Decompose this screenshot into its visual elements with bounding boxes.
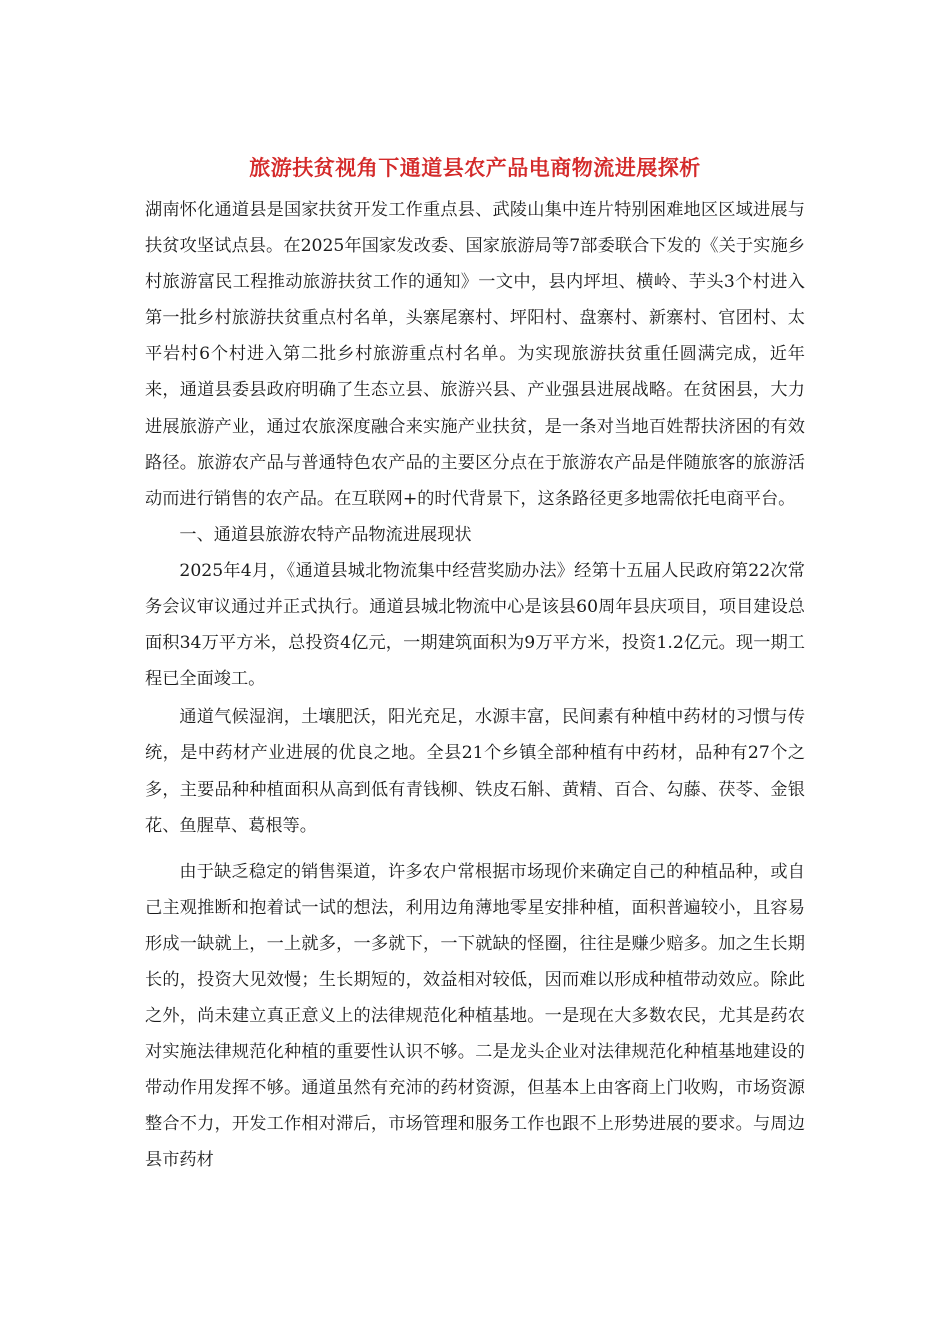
section-heading: 一、通道县旅游农特产品物流进展现状 — [179, 524, 472, 545]
document-title: 旅游扶贫视角下通道县农产品电商物流进展探析 — [249, 155, 701, 180]
paragraph-sales-channels: 由于缺乏稳定的销售渠道，许多农户常根据市场现价来确定自己的种植品种，或自己主观推断和抱着试一试的想法，利用边角薄地零星安排种植，面积普遍较小，且容易形成一缺就上，一上就多，一多就下，一下就缺的怪圈，往往是赚少赔多。加之生长期长的，投资大见效慢；生长期短的，效益相对较低，因而难以形成种植带动效应。除此之外，尚未建立真正意义上的法律规范化种植基地。一是现在大多数农民，尤其是药农对实施法律规范化种植的重要性认识不够。二是龙头企业对法律规范化种植基地建设的带动作用发挥不够。通道虽然有充沛的药材资源，但基本上由客商上门收购，市场资源整合不力，开发工作相对滞后，市场管理和服务工作也跟不上形势进展的要求。与周边县市药材 — [145, 861, 805, 1171]
paragraph-logistics-center: 2025年4月，《通道县城北物流集中经营奖励办法》经第十五届人民政府第22次常务会议审议通过并正式执行。通道县城北物流中心是该县60周年县庆项目，项目建设总面积34万平方米，总投资4亿元，一期建筑面积为9万平方米，投资1.2亿元。现一期工程已全面竣工。 — [145, 560, 805, 690]
paragraph-intro: 湖南怀化通道县是国家扶贫开发工作重点县、武陵山集中连片特别困难地区区域进展与扶贫攻坚试点县。在2025年国家发改委、国家旅游局等7部委联合下发的《关于实施乡村旅游富民工程推动旅游扶贫工作的通知》一文中，县内坪坦、横岭、芋头3个村进入第一批乡村旅游扶贫重点村名单，头寨尾寨村、坪阳村、盘寨村、新寨村、官团村、太平岩村6个村进入第二批乡村旅游重点村名单。为实现旅游扶贫重任圆满完成，近年来，通道县委县政府明确了生态立县、旅游兴县、产业强县进展战略。在贫困县，大力进展旅游产业，通过农旅深度融合来实施产业扶贫，是一条对当地百姓帮扶济困的有效路径。旅游农产品与普通特色农产品的主要区分点在于旅游农产品是伴随旅客的旅游活动而进行销售的农产品。在互联网+的时代背景下，这条路径更多地需依托电商平台。 — [145, 200, 805, 509]
paragraph-medicinal-herbs: 通道气候湿润，土壤肥沃，阳光充足，水源丰富，民间素有种植中药材的习惯与传统，是中药材产业进展的优良之地。全县21个乡镇全部种植有中药材，品种有27个之多，主要品种种植面积从高到低有青钱柳、铁皮石斛、黄精、百合、勾藤、茯苓、金银花、鱼腥草、葛根等。 — [145, 707, 805, 836]
document-body — [145, 192, 805, 1179]
